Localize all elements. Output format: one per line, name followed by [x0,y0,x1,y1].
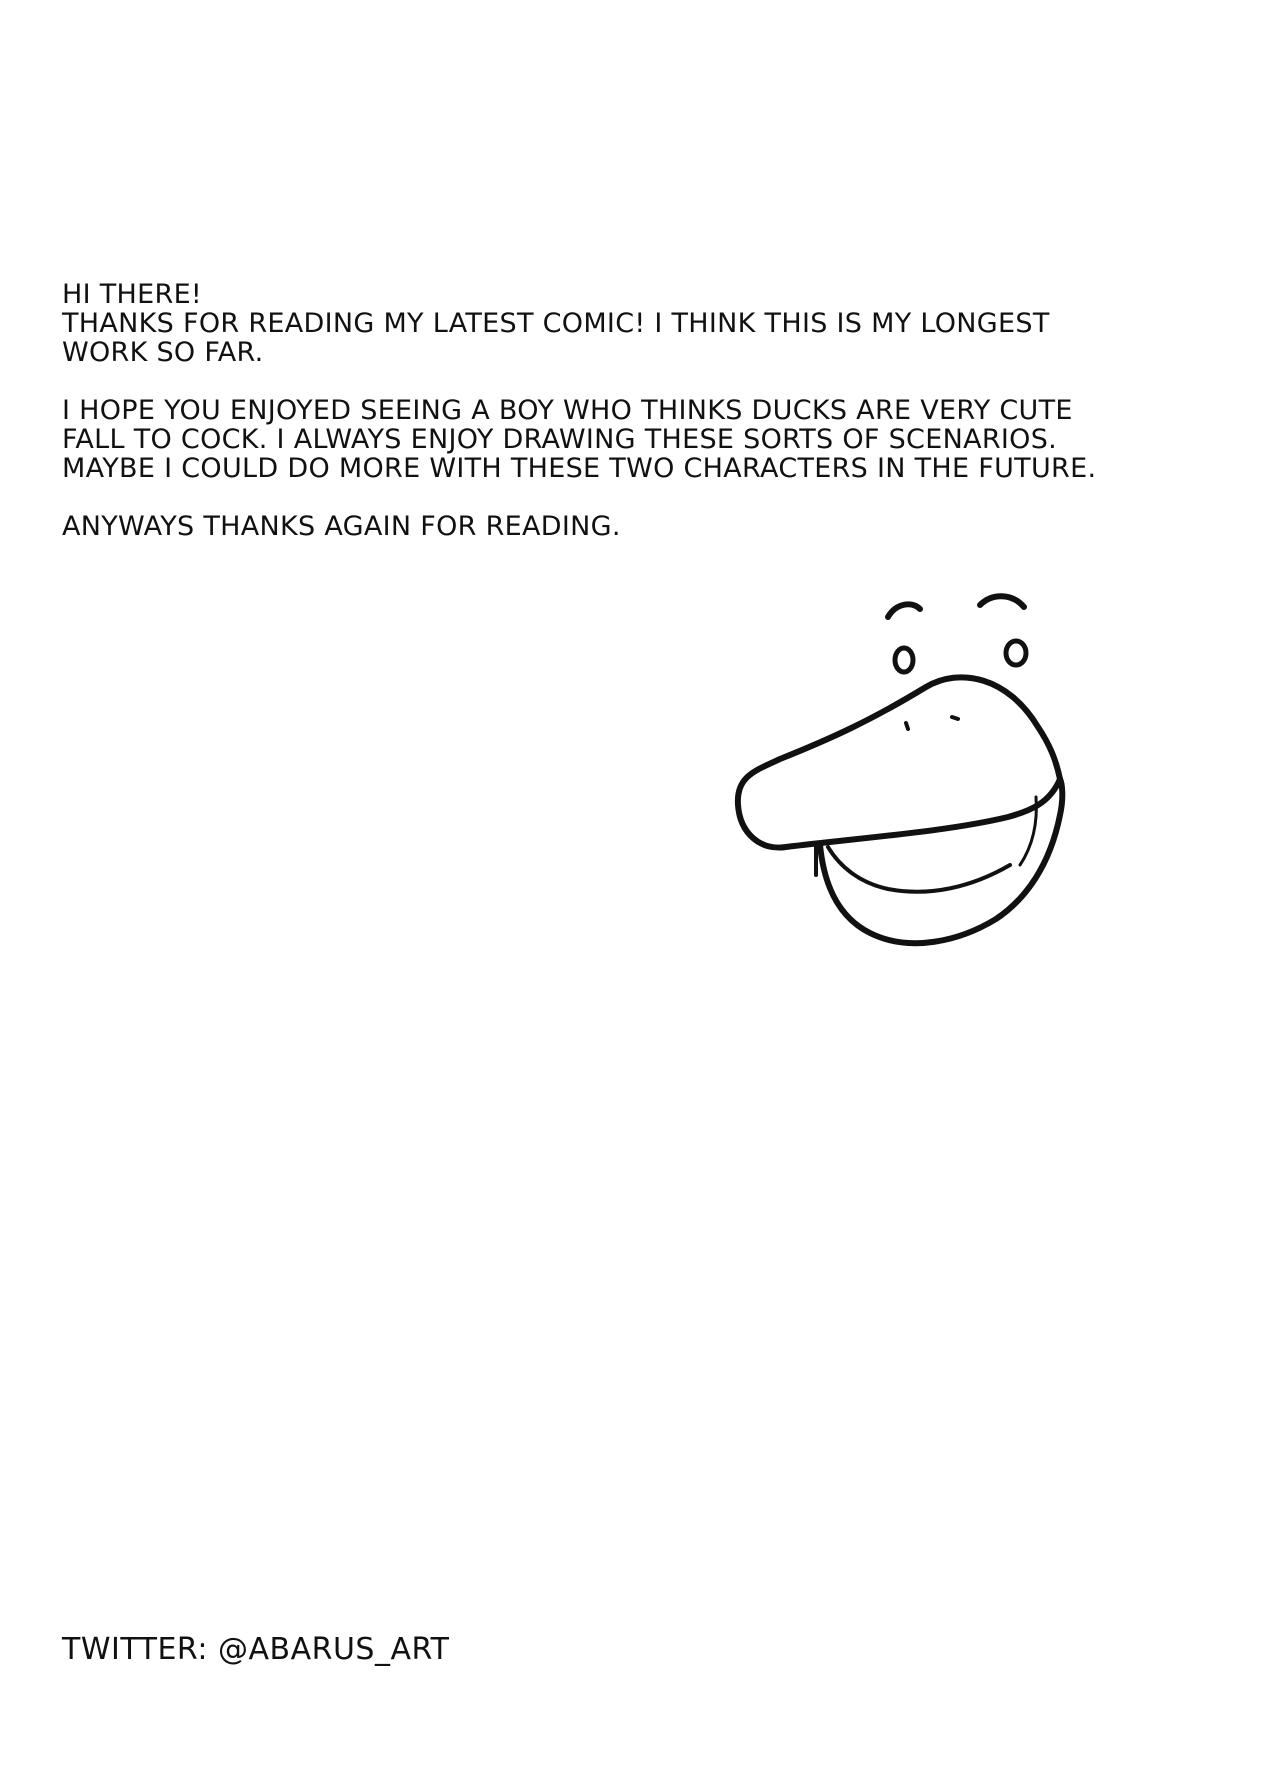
note-paragraph-2 [62,396,1182,483]
note-line: I HOPE YOU ENJOYED SEEING A BOY WHO THINKS DUCKS ARE VERY CUTE [62,395,1073,426]
note-line: THANKS FOR READING MY LATEST COMIC! I THINK THIS IS MY LONGEST [62,308,1050,339]
note-line: ANYWAYS THANKS AGAIN FOR READING. [62,511,621,542]
note-line: MAYBE I COULD DO MORE WITH THESE TWO CHARACTERS IN THE FUTURE. [62,453,1097,484]
greeting-line: HI THERE! [62,279,203,310]
duck-face-icon [720,575,1100,995]
author-note [62,280,1182,570]
note-paragraph-1 [62,309,1182,367]
twitter-handle: TWITTER: @ABARUS_ART [62,1632,450,1667]
note-line: FALL TO COCK. I ALWAYS ENJOY DRAWING THESE SORTS OF SCENARIOS. [62,424,1058,455]
note-line: WORK SO FAR. [62,337,264,368]
note-paragraph-3 [62,512,1182,541]
